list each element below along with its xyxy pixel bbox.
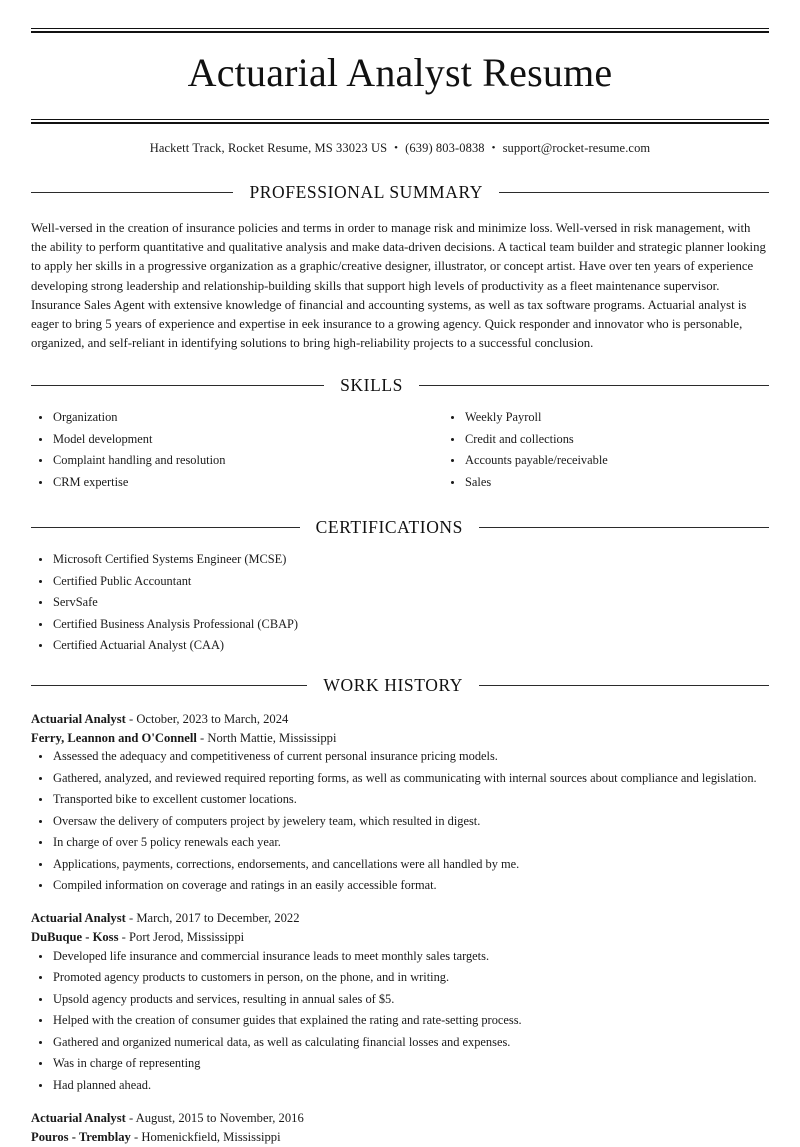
job-title-line <box>31 710 769 729</box>
section-heading-summary <box>31 182 769 203</box>
skills-column-right <box>400 409 769 495</box>
list-item: Developed life insurance and commercial insurance leads to meet monthly sales targets. <box>31 948 769 966</box>
certifications-list-wrap <box>31 551 769 655</box>
section-professional-summary <box>31 182 769 353</box>
heading-rule-right <box>499 192 769 193</box>
job-company-line <box>31 928 769 947</box>
contact-address: Hackett Track, Rocket Resume, MS 33023 US <box>149 141 388 155</box>
list-item: Model development <box>31 431 400 449</box>
section-certifications <box>31 517 769 655</box>
contact-separator-2: • <box>491 142 496 154</box>
contact-phone: (639) 803-0838 <box>405 141 485 155</box>
section-heading-label: WORK HISTORY <box>323 675 463 696</box>
list-item: Sales <box>443 474 769 492</box>
list-item: Certified Business Analysis Professional (CBAP) <box>31 616 769 634</box>
job-dash: - <box>121 930 126 945</box>
contact-separator-1: • <box>394 142 399 154</box>
job-bullets <box>31 948 769 1095</box>
section-skills <box>31 375 769 495</box>
skills-list-left <box>31 409 400 491</box>
contact-email: support@rocket-resume.com <box>502 141 651 155</box>
list-item: Compiled information on coverage and ratings in an easily accessible format. <box>31 877 769 895</box>
list-item: Upsold agency products and services, resulting in annual sales of $5. <box>31 991 769 1009</box>
job-entry <box>31 710 769 895</box>
list-item: Transported bike to excellent customer locations. <box>31 791 769 809</box>
job-title: Actuarial Analyst <box>31 712 126 727</box>
heading-rule-left <box>31 192 233 193</box>
job-entry <box>31 1109 769 1147</box>
job-company: Ferry, Leannon and O'Connell <box>31 731 197 746</box>
list-item: Weekly Payroll <box>443 409 769 427</box>
list-item: In charge of over 5 policy renewals each year. <box>31 834 769 852</box>
job-company-line <box>31 729 769 748</box>
job-dash: - <box>128 1110 134 1125</box>
list-item: Applications, payments, corrections, endorsements, and cancellations were all handled by me. <box>31 856 769 874</box>
list-item: Oversaw the delivery of computers project by jewelery team, which resulted in digest. <box>31 813 769 831</box>
list-item: Assessed the adequacy and competitiveness of current personal insurance pricing models. <box>31 748 769 766</box>
list-item: Had planned ahead. <box>31 1077 769 1095</box>
job-dash: - <box>128 712 134 727</box>
heading-rule-left <box>31 527 300 528</box>
summary-text: Well-versed in the creation of insurance policies and terms in order to manage risk and minimize loss. Well-versed in risk management, with the ability to perform quantitative and qualitative analysis and make data-driven decisions. A tactical team builder and strategic planner looking to apply her skills in a progressive organization as a graphic/creative designer, illustrator, or concept artist. Have over ten years of experience developing strong leadership and relationship-building skills that support high levels of productivity as a fleet maintenance supervisor. Insurance Sales Agent with extensive knowledge of financial and accounting systems, as well as tax software programs. Actuarial analyst is eager to bring 5 years of experience and expertise in eek insurance to a growing agency. Quick responder and innovator who is personable, organized, and self-reliant in identifying solutions to bring high-reliability projects to a successful conclusion. <box>31 221 766 351</box>
heading-rule-left <box>31 685 307 686</box>
list-item: ServSafe <box>31 594 769 612</box>
section-heading-label: CERTIFICATIONS <box>315 517 463 538</box>
job-company: Pouros - Tremblay <box>31 1129 131 1144</box>
job-title-line <box>31 909 769 928</box>
list-item: Certified Public Accountant <box>31 573 769 591</box>
job-dates: October, 2023 to March, 2024 <box>136 712 289 727</box>
job-location: Homenickfield, Mississippi <box>141 1129 281 1144</box>
section-heading-work-history <box>31 675 769 696</box>
job-company-line <box>31 1128 769 1147</box>
list-item: Was in charge of representing <box>31 1055 769 1073</box>
resume-page <box>0 28 800 1144</box>
skills-list-right <box>443 409 769 491</box>
list-item: Helped with the creation of consumer guides that explained the rating and rate-setting process. <box>31 1012 769 1030</box>
list-item: Certified Actuarial Analyst (CAA) <box>31 637 769 655</box>
list-item: Microsoft Certified Systems Engineer (MCSE) <box>31 551 769 569</box>
job-dash: - <box>200 731 205 746</box>
list-item: Accounts payable/receivable <box>443 452 769 470</box>
job-location: Port Jerod, Mississippi <box>129 930 245 945</box>
job-dates: August, 2015 to November, 2016 <box>135 1110 304 1125</box>
job-company: DuBuque - Koss <box>31 930 119 945</box>
heading-rule-right <box>479 685 769 686</box>
list-item: CRM expertise <box>31 474 400 492</box>
list-item: Gathered, analyzed, and reviewed required reporting forms, as well as communicating with internal sources about compliance and legislation. <box>31 770 769 788</box>
job-title: Actuarial Analyst <box>31 911 126 926</box>
section-heading-label: PROFESSIONAL SUMMARY <box>249 182 483 202</box>
heading-rule-right <box>479 527 769 528</box>
job-entry <box>31 909 769 1094</box>
page-title: Actuarial Analyst Resume <box>187 50 613 95</box>
certifications-list <box>31 551 769 655</box>
job-location: North Mattie, Mississippi <box>207 731 337 746</box>
heading-rule-right <box>419 385 769 386</box>
skills-column-left <box>31 409 400 495</box>
list-item: Organization <box>31 409 400 427</box>
job-title-line <box>31 1109 769 1128</box>
work-history-jobs <box>31 710 769 1147</box>
section-heading-label: SKILLS <box>340 375 403 396</box>
job-bullets <box>31 748 769 895</box>
skills-columns <box>31 409 769 495</box>
list-item: Complaint handling and resolution <box>31 452 400 470</box>
list-item: Gathered and organized numerical data, as well as calculating financial losses and expenses. <box>31 1034 769 1052</box>
heading-rule-left <box>31 385 324 386</box>
section-work-history <box>31 675 769 1147</box>
contact-line <box>31 124 769 156</box>
section-heading-skills <box>31 375 769 396</box>
list-item: Credit and collections <box>443 431 769 449</box>
job-dash: - <box>128 911 134 926</box>
job-title: Actuarial Analyst <box>31 1110 126 1125</box>
section-heading-certifications <box>31 517 769 538</box>
list-item: Promoted agency products to customers in person, on the phone, and in writing. <box>31 969 769 987</box>
job-dates: March, 2017 to December, 2022 <box>136 911 300 926</box>
job-dash: - <box>133 1129 139 1144</box>
